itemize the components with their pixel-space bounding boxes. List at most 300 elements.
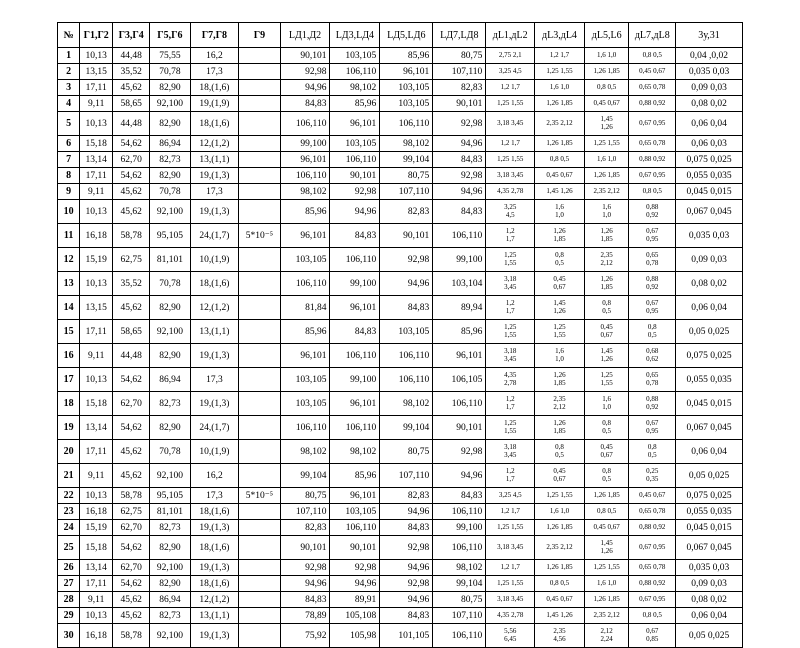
cell-3u-31: 0,067 0,045 bbox=[676, 536, 743, 560]
table-row bbox=[58, 48, 743, 64]
cell-dl5-l6 bbox=[584, 536, 629, 560]
cell-g3-g4: 62,70 bbox=[113, 560, 150, 576]
cell-line: 0,35 bbox=[646, 474, 659, 483]
cell-line: 0,8 bbox=[555, 442, 564, 451]
cell-number: 5 bbox=[58, 112, 80, 136]
cell-ld5-ld6: 106,110 bbox=[380, 368, 433, 392]
cell-g9 bbox=[239, 64, 280, 80]
cell-3u-31: 0,075 0,025 bbox=[676, 344, 743, 368]
cell-g5-g6: 92,100 bbox=[150, 560, 190, 576]
cell-g3-g4: 45,62 bbox=[113, 296, 150, 320]
cell-g1-g2: 10,13 bbox=[80, 368, 113, 392]
cell-line: 0,8 bbox=[647, 322, 657, 331]
cell-line: 4,5 bbox=[505, 210, 515, 219]
cell-g5-g6: 82,73 bbox=[150, 608, 190, 624]
cell-line: 1,26 bbox=[600, 546, 613, 555]
table-row bbox=[58, 624, 743, 648]
cell-line: 1,26 bbox=[600, 122, 613, 131]
cell-dl1-dl2: 3,25 4,5 bbox=[486, 64, 535, 80]
cell-dl7-dl8: 0,88 0,92 bbox=[629, 96, 676, 112]
cell-ld7-ld8: 94,96 bbox=[433, 184, 486, 200]
cell-dl5-l6: 1,6 1,0 bbox=[584, 576, 629, 592]
cell-ld7-ld8: 106,110 bbox=[433, 536, 486, 560]
data-sheet bbox=[57, 22, 743, 648]
cell-line: 3,25 bbox=[504, 202, 517, 211]
cell-ld5-ld6: 101,105 bbox=[380, 624, 433, 648]
cell-ld5-ld6: 103,105 bbox=[380, 80, 433, 96]
cell-g1-g2: 16,18 bbox=[80, 624, 113, 648]
cell-dl1-dl2 bbox=[486, 416, 535, 440]
cell-g3-g4: 54,62 bbox=[113, 136, 150, 152]
cell-number: 6 bbox=[58, 136, 80, 152]
cell-number: 20 bbox=[58, 440, 80, 464]
cell-number: 2 bbox=[58, 64, 80, 80]
cell-dl5-l6 bbox=[584, 272, 629, 296]
cell-dl5-l6 bbox=[584, 392, 629, 416]
cell-3u-31: 0,035 0,03 bbox=[676, 64, 743, 80]
table-row bbox=[58, 96, 743, 112]
cell-3u-31: 0,06 0,04 bbox=[676, 296, 743, 320]
cell-line: 0,67 bbox=[646, 226, 659, 235]
cell-ld1-d2: 90,101 bbox=[280, 48, 330, 64]
cell-ld1-d2: 90,101 bbox=[280, 536, 330, 560]
cell-ld3-ld4: 98,102 bbox=[330, 440, 380, 464]
cell-g7-g8: 19,(1,3) bbox=[190, 624, 239, 648]
cell-dl7-dl8 bbox=[629, 464, 676, 488]
cell-ld3-ld4: 92,98 bbox=[330, 560, 380, 576]
cell-dl5-l6: 1,6 1,0 bbox=[584, 48, 629, 64]
cell-line: 1,6 bbox=[555, 202, 564, 211]
cell-ld5-ld6: 92,98 bbox=[380, 536, 433, 560]
cell-line: 0,67 bbox=[600, 450, 613, 459]
cell-ld5-ld6: 98,102 bbox=[380, 136, 433, 152]
table-row bbox=[58, 200, 743, 224]
table-row bbox=[58, 152, 743, 168]
cell-dl3-dl4: 1,2 1,7 bbox=[535, 48, 585, 64]
cell-3u-31: 0,045 0,015 bbox=[676, 392, 743, 416]
cell-g1-g2: 9,11 bbox=[80, 464, 113, 488]
cell-ld7-ld8: 96,101 bbox=[433, 344, 486, 368]
cell-g7-g8: 24,(1,7) bbox=[190, 416, 239, 440]
cell-ld7-ld8: 107,110 bbox=[433, 608, 486, 624]
cell-ld7-ld8: 94,96 bbox=[433, 464, 486, 488]
cell-g7-g8: 24,(1,7) bbox=[190, 224, 239, 248]
cell-ld3-ld4: 85,96 bbox=[330, 96, 380, 112]
cell-line: 1,26 bbox=[553, 306, 566, 315]
table-row bbox=[58, 440, 743, 464]
cell-line: 1,2 bbox=[505, 394, 515, 403]
cell-g1-g2: 13,14 bbox=[80, 416, 113, 440]
cell-ld1-d2: 84,83 bbox=[280, 592, 330, 608]
cell-ld3-ld4: 85,96 bbox=[330, 464, 380, 488]
cell-g3-g4: 54,62 bbox=[113, 536, 150, 560]
cell-ld7-ld8: 94,96 bbox=[433, 136, 486, 152]
cell-ld3-ld4: 105,98 bbox=[330, 624, 380, 648]
cell-g3-g4: 58,65 bbox=[113, 96, 150, 112]
table-row bbox=[58, 592, 743, 608]
cell-ld1-d2: 107,110 bbox=[280, 504, 330, 520]
cell-line: 1,7 bbox=[505, 234, 515, 243]
cell-g5-g6: 82,90 bbox=[150, 416, 190, 440]
cell-line: 0,95 bbox=[646, 306, 659, 315]
cell-ld5-ld6: 92,98 bbox=[380, 248, 433, 272]
cell-g5-g6: 82,90 bbox=[150, 576, 190, 592]
cell-ld7-ld8: 106,110 bbox=[433, 224, 486, 248]
cell-number: 8 bbox=[58, 168, 80, 184]
cell-g9 bbox=[239, 536, 280, 560]
cell-g1-g2: 10,13 bbox=[80, 48, 113, 64]
table-row bbox=[58, 504, 743, 520]
cell-dl7-dl8: 0,45 0,67 bbox=[629, 488, 676, 504]
cell-g9: 5*10⁻⁵ bbox=[239, 224, 280, 248]
cell-dl7-dl8 bbox=[629, 272, 676, 296]
cell-3u-31: 0,067 0,045 bbox=[676, 416, 743, 440]
header-g5-g6: Г5,Г6 bbox=[150, 23, 190, 48]
cell-ld7-ld8: 106,110 bbox=[433, 504, 486, 520]
cell-g3-g4: 45,62 bbox=[113, 440, 150, 464]
cell-ld7-ld8: 98,102 bbox=[433, 560, 486, 576]
cell-line: 1,0 bbox=[555, 210, 564, 219]
cell-g7-g8: 12,(1,2) bbox=[190, 136, 239, 152]
cell-ld3-ld4: 90,101 bbox=[330, 536, 380, 560]
cell-dl3-dl4 bbox=[535, 416, 585, 440]
cell-3u-31: 0,05 0,025 bbox=[676, 464, 743, 488]
cell-dl3-dl4: 0,8 0,5 bbox=[535, 152, 585, 168]
cell-3u-31: 0,055 0,035 bbox=[676, 168, 743, 184]
cell-ld1-d2: 103,105 bbox=[280, 248, 330, 272]
cell-3u-31: 0,06 0,03 bbox=[676, 136, 743, 152]
cell-line: 1,25 bbox=[600, 370, 613, 379]
cell-ld5-ld6: 80,75 bbox=[380, 440, 433, 464]
cell-g9 bbox=[239, 96, 280, 112]
cell-dl5-l6 bbox=[584, 368, 629, 392]
cell-number: 17 bbox=[58, 368, 80, 392]
cell-g9 bbox=[239, 48, 280, 64]
cell-number: 26 bbox=[58, 560, 80, 576]
header-ld3-ld4: LД3,LД4 bbox=[330, 23, 380, 48]
cell-dl3-dl4 bbox=[535, 624, 585, 648]
cell-dl1-dl2: 3,18 3,45 bbox=[486, 536, 535, 560]
cell-ld1-d2: 82,83 bbox=[280, 520, 330, 536]
cell-g3-g4: 45,62 bbox=[113, 464, 150, 488]
cell-line: 1,45 bbox=[553, 298, 566, 307]
cell-ld3-ld4: 105,108 bbox=[330, 608, 380, 624]
cell-g5-g6: 82,73 bbox=[150, 152, 190, 168]
cell-g9 bbox=[239, 152, 280, 168]
cell-g5-g6: 86,94 bbox=[150, 592, 190, 608]
cell-dl5-l6 bbox=[584, 296, 629, 320]
cell-line: 4,35 bbox=[504, 370, 517, 379]
cell-dl1-dl2: 4,35 2,78 bbox=[486, 184, 535, 200]
cell-ld7-ld8: 99,100 bbox=[433, 248, 486, 272]
cell-number: 3 bbox=[58, 80, 80, 96]
cell-g9 bbox=[239, 368, 280, 392]
cell-ld1-d2: 98,102 bbox=[280, 184, 330, 200]
cell-ld5-ld6: 106,110 bbox=[380, 344, 433, 368]
cell-g3-g4: 58,78 bbox=[113, 224, 150, 248]
cell-number: 15 bbox=[58, 320, 80, 344]
cell-dl1-dl2 bbox=[486, 344, 535, 368]
cell-dl5-l6 bbox=[584, 200, 629, 224]
cell-line: 2,12 bbox=[600, 258, 613, 267]
cell-g5-g6: 82,73 bbox=[150, 392, 190, 416]
cell-dl5-l6 bbox=[584, 224, 629, 248]
cell-line: 5,56 bbox=[504, 626, 517, 635]
cell-dl1-dl2 bbox=[486, 624, 535, 648]
cell-g3-g4: 62,75 bbox=[113, 504, 150, 520]
cell-line: 1,85 bbox=[600, 282, 613, 291]
cell-g3-g4: 35,52 bbox=[113, 64, 150, 80]
cell-dl5-l6: 1,25 1,55 bbox=[584, 560, 629, 576]
cell-line: 1,6 bbox=[602, 394, 612, 403]
cell-g5-g6: 82,73 bbox=[150, 520, 190, 536]
cell-g3-g4: 58,78 bbox=[113, 624, 150, 648]
cell-dl5-l6: 2,35 2,12 bbox=[584, 608, 629, 624]
cell-g1-g2: 16,18 bbox=[80, 504, 113, 520]
table-row bbox=[58, 184, 743, 200]
table-row bbox=[58, 560, 743, 576]
cell-g1-g2: 10,13 bbox=[80, 488, 113, 504]
cell-ld3-ld4: 106,110 bbox=[330, 344, 380, 368]
cell-dl1-dl2 bbox=[486, 464, 535, 488]
cell-ld3-ld4: 106,110 bbox=[330, 248, 380, 272]
cell-line: 0,92 bbox=[646, 402, 659, 411]
cell-line: 1,26 bbox=[553, 418, 566, 427]
cell-line: 0,5 bbox=[602, 426, 612, 435]
cell-line: 1,26 bbox=[553, 226, 566, 235]
cell-g5-g6: 92,100 bbox=[150, 624, 190, 648]
cell-g7-g8: 19,(1,3) bbox=[190, 200, 239, 224]
cell-dl3-dl4 bbox=[535, 440, 585, 464]
cell-ld5-ld6: 80,75 bbox=[380, 168, 433, 184]
cell-line: 0,67 bbox=[646, 298, 659, 307]
table-row bbox=[58, 64, 743, 80]
cell-ld1-d2: 106,110 bbox=[280, 416, 330, 440]
header-dl5-l6: дL5,L6 bbox=[584, 23, 629, 48]
cell-ld3-ld4: 98,102 bbox=[330, 80, 380, 96]
cell-g9 bbox=[239, 296, 280, 320]
cell-g9 bbox=[239, 624, 280, 648]
cell-dl1-dl2 bbox=[486, 248, 535, 272]
cell-ld3-ld4: 94,96 bbox=[330, 576, 380, 592]
cell-g1-g2: 17,11 bbox=[80, 576, 113, 592]
cell-g7-g8: 18,(1,6) bbox=[190, 272, 239, 296]
cell-g5-g6: 82,90 bbox=[150, 536, 190, 560]
cell-line: 0,65 bbox=[646, 370, 659, 379]
cell-g7-g8: 17,3 bbox=[190, 488, 239, 504]
cell-ld1-d2: 106,110 bbox=[280, 112, 330, 136]
table-row bbox=[58, 344, 743, 368]
cell-dl7-dl8 bbox=[629, 200, 676, 224]
cell-ld5-ld6: 94,96 bbox=[380, 272, 433, 296]
cell-line: 1,55 bbox=[504, 330, 517, 339]
cell-ld7-ld8: 99,104 bbox=[433, 576, 486, 592]
header-number: № bbox=[58, 23, 80, 48]
cell-g1-g2: 9,11 bbox=[80, 592, 113, 608]
cell-line: 1,2 bbox=[505, 226, 515, 235]
cell-g7-g8: 19,(1,9) bbox=[190, 96, 239, 112]
cell-dl7-dl8: 0,67 0,95 bbox=[629, 592, 676, 608]
cell-dl7-dl8: 0,65 0,78 bbox=[629, 504, 676, 520]
cell-g3-g4: 58,78 bbox=[113, 488, 150, 504]
cell-line: 0,45 bbox=[553, 466, 566, 475]
cell-g5-g6: 92,100 bbox=[150, 464, 190, 488]
cell-3u-31: 0,08 0,02 bbox=[676, 592, 743, 608]
cell-dl5-l6 bbox=[584, 248, 629, 272]
cell-g7-g8: 19,(1,3) bbox=[190, 344, 239, 368]
cell-g3-g4: 45,62 bbox=[113, 592, 150, 608]
cell-ld7-ld8: 92,98 bbox=[433, 440, 486, 464]
cell-dl3-dl4 bbox=[535, 296, 585, 320]
cell-line: 0,5 bbox=[647, 330, 657, 339]
cell-dl5-l6: 1,26 1,85 bbox=[584, 64, 629, 80]
header-ld7-ld8: LД7,LД8 bbox=[433, 23, 486, 48]
cell-line: 0,88 bbox=[646, 274, 659, 283]
header-dl7-dl8: дL7,дL8 bbox=[629, 23, 676, 48]
cell-dl3-dl4: 1,45 1,26 bbox=[535, 184, 585, 200]
cell-number: 28 bbox=[58, 592, 80, 608]
cell-g5-g6: 70,78 bbox=[150, 184, 190, 200]
cell-g5-g6: 92,100 bbox=[150, 200, 190, 224]
cell-dl7-dl8 bbox=[629, 416, 676, 440]
cell-line: 0,67 bbox=[553, 474, 566, 483]
cell-g1-g2: 15,19 bbox=[80, 248, 113, 272]
cell-g9 bbox=[239, 504, 280, 520]
cell-dl3-dl4: 1,25 1,55 bbox=[535, 64, 585, 80]
cell-number: 11 bbox=[58, 224, 80, 248]
cell-g7-g8: 17,3 bbox=[190, 184, 239, 200]
cell-g7-g8: 18,(1,6) bbox=[190, 536, 239, 560]
cell-line: 0,67 bbox=[600, 330, 613, 339]
cell-number: 10 bbox=[58, 200, 80, 224]
cell-ld1-d2: 99,100 bbox=[280, 136, 330, 152]
header-g9: Г9 bbox=[239, 23, 280, 48]
cell-ld3-ld4: 106,110 bbox=[330, 152, 380, 168]
cell-line: 0,8 bbox=[602, 466, 612, 475]
cell-dl3-dl4 bbox=[535, 248, 585, 272]
cell-ld5-ld6: 82,83 bbox=[380, 200, 433, 224]
cell-line: 0,95 bbox=[646, 426, 659, 435]
cell-ld5-ld6: 84,83 bbox=[380, 608, 433, 624]
cell-ld3-ld4: 96,101 bbox=[330, 112, 380, 136]
cell-g1-g2: 15,18 bbox=[80, 392, 113, 416]
cell-dl7-dl8 bbox=[629, 320, 676, 344]
table-row bbox=[58, 112, 743, 136]
cell-line: 1,85 bbox=[553, 426, 566, 435]
cell-line: 1,7 bbox=[505, 402, 515, 411]
cell-dl1-dl2 bbox=[486, 200, 535, 224]
cell-dl7-dl8 bbox=[629, 296, 676, 320]
cell-ld3-ld4: 89,91 bbox=[330, 592, 380, 608]
cell-ld1-d2: 106,110 bbox=[280, 272, 330, 296]
table-row bbox=[58, 392, 743, 416]
cell-ld5-ld6: 94,96 bbox=[380, 504, 433, 520]
cell-3u-31: 0,09 0,03 bbox=[676, 248, 743, 272]
cell-dl7-dl8: 0,67 0,95 bbox=[629, 536, 676, 560]
cell-dl7-dl8 bbox=[629, 368, 676, 392]
cell-g5-g6: 70,78 bbox=[150, 64, 190, 80]
cell-line: 2,24 bbox=[600, 634, 613, 643]
cell-g3-g4: 44,48 bbox=[113, 344, 150, 368]
cell-dl7-dl8: 0,88 0,92 bbox=[629, 152, 676, 168]
cell-g1-g2: 10,13 bbox=[80, 608, 113, 624]
cell-g9 bbox=[239, 80, 280, 96]
cell-ld1-d2: 98,102 bbox=[280, 440, 330, 464]
cell-number: 12 bbox=[58, 248, 80, 272]
cell-dl3-dl4 bbox=[535, 224, 585, 248]
cell-g5-g6: 82,90 bbox=[150, 168, 190, 184]
header-ld1-d2: LД1,Д2 bbox=[280, 23, 330, 48]
cell-ld1-d2: 106,110 bbox=[280, 168, 330, 184]
cell-ld5-ld6: 106,110 bbox=[380, 112, 433, 136]
cell-line: 1,0 bbox=[602, 210, 612, 219]
cell-ld1-d2: 96,101 bbox=[280, 152, 330, 168]
cell-ld5-ld6: 103,105 bbox=[380, 96, 433, 112]
cell-line: 0,5 bbox=[555, 450, 564, 459]
cell-dl7-dl8 bbox=[629, 224, 676, 248]
cell-ld7-ld8: 92,98 bbox=[433, 112, 486, 136]
cell-ld7-ld8: 106,110 bbox=[433, 624, 486, 648]
cell-ld5-ld6: 107,110 bbox=[380, 464, 433, 488]
cell-dl5-l6: 0,45 0,67 bbox=[584, 96, 629, 112]
cell-dl5-l6: 1,6 1,0 bbox=[584, 152, 629, 168]
cell-line: 0,5 bbox=[602, 474, 612, 483]
cell-dl1-dl2: 1,25 1,55 bbox=[486, 96, 535, 112]
cell-ld3-ld4: 96,101 bbox=[330, 296, 380, 320]
cell-ld1-d2: 94,96 bbox=[280, 80, 330, 96]
cell-line: 1,7 bbox=[505, 474, 515, 483]
cell-g5-g6: 81,101 bbox=[150, 504, 190, 520]
cell-number: 29 bbox=[58, 608, 80, 624]
cell-ld7-ld8: 80,75 bbox=[433, 592, 486, 608]
cell-ld1-d2: 81,84 bbox=[280, 296, 330, 320]
cell-ld3-ld4: 106,110 bbox=[330, 64, 380, 80]
cell-dl1-dl2: 1,25 1,55 bbox=[486, 152, 535, 168]
cell-line: 0,45 bbox=[553, 274, 566, 283]
table-row bbox=[58, 224, 743, 248]
table-body bbox=[58, 48, 743, 648]
cell-dl3-dl4 bbox=[535, 368, 585, 392]
header-3u-31: 3у,31 bbox=[676, 23, 743, 48]
cell-ld7-ld8: 84,83 bbox=[433, 488, 486, 504]
cell-g1-g2: 13,14 bbox=[80, 560, 113, 576]
cell-ld7-ld8: 84,83 bbox=[433, 200, 486, 224]
cell-line: 1,85 bbox=[600, 234, 613, 243]
header-dl3-dl4: дL3,дL4 bbox=[535, 23, 585, 48]
cell-number: 27 bbox=[58, 576, 80, 592]
cell-ld7-ld8: 84,83 bbox=[433, 152, 486, 168]
cell-g3-g4: 54,62 bbox=[113, 576, 150, 592]
cell-ld3-ld4: 92,98 bbox=[330, 184, 380, 200]
cell-dl3-dl4: 1,26 1,85 bbox=[535, 96, 585, 112]
cell-dl7-dl8 bbox=[629, 344, 676, 368]
cell-line: 1,6 bbox=[555, 346, 564, 355]
cell-g1-g2: 13,15 bbox=[80, 64, 113, 80]
cell-ld5-ld6: 96,101 bbox=[380, 64, 433, 80]
cell-g7-g8: 10,(1,9) bbox=[190, 440, 239, 464]
cell-dl5-l6: 0,8 0,5 bbox=[584, 80, 629, 96]
cell-dl1-dl2 bbox=[486, 296, 535, 320]
cell-line: 0,62 bbox=[646, 354, 659, 363]
table-row bbox=[58, 296, 743, 320]
cell-line: 0,8 bbox=[602, 418, 612, 427]
cell-line: 1,2 bbox=[505, 466, 515, 475]
cell-line: 3,18 bbox=[504, 346, 517, 355]
table-row bbox=[58, 488, 743, 504]
cell-ld1-d2: 92,98 bbox=[280, 560, 330, 576]
cell-line: 1,55 bbox=[504, 258, 517, 267]
cell-line: 1,2 bbox=[505, 298, 515, 307]
